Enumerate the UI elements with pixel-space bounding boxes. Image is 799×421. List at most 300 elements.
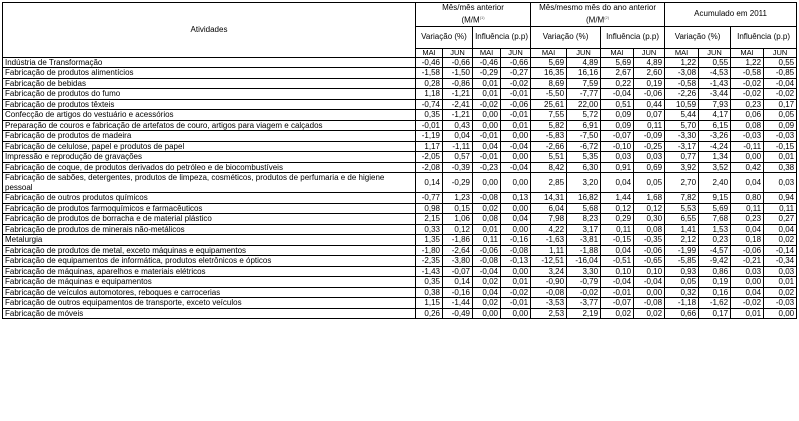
value-cell: 0,32 (665, 287, 699, 298)
value-cell: 6,15 (699, 120, 731, 131)
value-cell: -0,13 (501, 256, 531, 267)
value-cell: -0,10 (601, 141, 634, 152)
activity-label: Fabricação de produtos têxteis (3, 99, 416, 110)
table-row (3, 277, 797, 288)
value-cell: 8,23 (567, 214, 601, 225)
table-row (3, 224, 797, 235)
value-cell: -0,06 (634, 245, 665, 256)
value-cell: 0,00 (473, 120, 501, 131)
value-cell: -0,74 (416, 99, 443, 110)
value-cell: 1,41 (665, 224, 699, 235)
value-cell: 1,17 (416, 141, 443, 152)
variacao-header: Variação (%) (665, 26, 731, 48)
value-cell: -0,39 (443, 162, 473, 173)
value-cell: -1,80 (416, 245, 443, 256)
value-cell: 0,02 (473, 298, 501, 309)
value-cell: -2,26 (665, 89, 699, 100)
value-cell: -0,16 (501, 235, 531, 246)
value-cell: 0,00 (501, 173, 531, 193)
value-cell: -0,07 (601, 131, 634, 142)
activity-label: Impressão e reprodução de gravações (3, 152, 416, 163)
table-row (3, 266, 797, 277)
value-cell: 0,12 (601, 203, 634, 214)
month-jun: JUN (764, 48, 797, 57)
activity-label: Preparação de couros e fabricação de artefatos de couro, artigos para viagem e calçados (3, 120, 416, 131)
value-cell: 0,00 (501, 308, 531, 319)
influencia-header: Influência (p.p) (601, 26, 665, 48)
value-cell: -2,41 (443, 99, 473, 110)
value-cell: -0,27 (501, 68, 531, 79)
value-cell: 16,82 (567, 193, 601, 204)
value-cell: 0,86 (699, 266, 731, 277)
value-cell: 0,11 (601, 224, 634, 235)
value-cell: 0,23 (699, 235, 731, 246)
value-cell: -0,85 (764, 68, 797, 79)
value-cell: -5,83 (531, 131, 567, 142)
value-cell: 1,15 (416, 298, 443, 309)
month-mai: MAI (473, 48, 501, 57)
value-cell: 0,04 (601, 173, 634, 193)
value-cell: -1,19 (416, 131, 443, 142)
value-cell: 0,38 (416, 287, 443, 298)
value-cell: 4,22 (531, 224, 567, 235)
value-cell: -0,58 (665, 78, 699, 89)
value-cell: 3,92 (665, 162, 699, 173)
value-cell: -2,08 (416, 162, 443, 173)
value-cell: 0,04 (731, 224, 764, 235)
value-cell: 0,27 (764, 214, 797, 225)
activity-label: Fabricação de bebidas (3, 78, 416, 89)
table-row (3, 110, 797, 121)
value-cell: 0,00 (501, 266, 531, 277)
activity-label: Fabricação de máquinas, aparelhos e materiais elétricos (3, 266, 416, 277)
activity-label: Fabricação de coque, de produtos derivados do petróleo e de biocombustíveis (3, 162, 416, 173)
value-cell: 3,17 (567, 224, 601, 235)
value-cell: 5,72 (567, 110, 601, 121)
table-row (3, 78, 797, 89)
value-cell: 0,14 (443, 277, 473, 288)
value-cell: 3,24 (531, 266, 567, 277)
value-cell: 0,43 (443, 120, 473, 131)
value-cell: 2,60 (634, 68, 665, 79)
value-cell: -0,25 (634, 141, 665, 152)
value-cell: 0,08 (473, 214, 501, 225)
value-cell: 0,01 (764, 152, 797, 163)
value-cell: -0,46 (473, 57, 501, 68)
value-cell: 0,10 (601, 266, 634, 277)
value-cell: 1,23 (443, 193, 473, 204)
table-row (3, 287, 797, 298)
table-row (3, 120, 797, 131)
value-cell: 0,05 (665, 277, 699, 288)
month-mai: MAI (665, 48, 699, 57)
value-cell: 0,42 (731, 162, 764, 173)
value-cell: 0,35 (416, 110, 443, 121)
value-cell: 0,91 (601, 162, 634, 173)
value-cell: 0,29 (601, 214, 634, 225)
value-cell: 5,69 (601, 57, 634, 68)
table-row (3, 99, 797, 110)
value-cell: -0,01 (601, 287, 634, 298)
activity-label: Fabricação de sabões, detergentes, produtos de limpeza, cosméticos, produtos de perfumaria e de higiene pessoal (3, 173, 416, 193)
value-cell: 5,82 (531, 120, 567, 131)
value-cell: -0,03 (764, 298, 797, 309)
value-cell: 1,22 (731, 57, 764, 68)
value-cell: -0,01 (473, 131, 501, 142)
value-cell: 2,15 (416, 214, 443, 225)
value-cell: -0,11 (731, 141, 764, 152)
value-cell: 0,00 (731, 277, 764, 288)
value-cell: -0,23 (473, 162, 501, 173)
value-cell: -0,51 (601, 256, 634, 267)
value-cell: 0,03 (764, 173, 797, 193)
value-cell: -2,05 (416, 152, 443, 163)
value-cell: -1,88 (567, 245, 601, 256)
value-cell: -0,06 (501, 99, 531, 110)
value-cell: 0,19 (634, 78, 665, 89)
activity-label: Fabricação de celulose, papel e produtos de papel (3, 141, 416, 152)
table-row (3, 131, 797, 142)
value-cell: -3,08 (665, 68, 699, 79)
value-cell: 1,22 (665, 57, 699, 68)
activity-label: Fabricação de produtos alimentícios (3, 68, 416, 79)
value-cell: -2,64 (443, 245, 473, 256)
value-cell: 0,10 (634, 266, 665, 277)
value-cell: 2,19 (567, 308, 601, 319)
value-cell: 0,03 (731, 266, 764, 277)
value-cell: -0,01 (473, 152, 501, 163)
value-cell: -0,46 (416, 57, 443, 68)
value-cell: 0,44 (634, 99, 665, 110)
value-cell: -0,09 (634, 131, 665, 142)
value-cell: -1,58 (416, 68, 443, 79)
value-cell: -0,29 (443, 173, 473, 193)
value-cell: 5,51 (531, 152, 567, 163)
value-cell: 0,02 (473, 203, 501, 214)
activity-label: Fabricação de móveis (3, 308, 416, 319)
value-cell: 0,02 (601, 308, 634, 319)
value-cell: -2,66 (531, 141, 567, 152)
value-cell: -0,03 (731, 131, 764, 142)
activity-label: Fabricação de produtos farmoquímicos e farmacêuticos (3, 203, 416, 214)
value-cell: -0,08 (473, 256, 501, 267)
value-cell: -0,04 (764, 78, 797, 89)
value-cell: 0,28 (416, 78, 443, 89)
value-cell: 0,14 (416, 173, 443, 193)
month-mai: MAI (601, 48, 634, 57)
value-cell: -0,04 (601, 277, 634, 288)
value-cell: -0,02 (731, 78, 764, 89)
value-cell: -0,04 (601, 89, 634, 100)
value-cell: -0,86 (443, 78, 473, 89)
value-cell: 0,04 (601, 245, 634, 256)
value-cell: 0,03 (634, 152, 665, 163)
value-cell: 0,98 (416, 203, 443, 214)
value-cell: -5,85 (665, 256, 699, 267)
value-cell: -0,07 (601, 298, 634, 309)
table-body (3, 57, 797, 319)
value-cell: 5,53 (665, 203, 699, 214)
month-jun: JUN (634, 48, 665, 57)
value-cell: -7,50 (567, 131, 601, 142)
value-cell: 0,00 (501, 224, 531, 235)
value-cell: 5,68 (567, 203, 601, 214)
activity-label: Indústria de Transformação (3, 57, 416, 68)
value-cell: 5,69 (699, 203, 731, 214)
value-cell: -1,62 (699, 298, 731, 309)
activity-label: Fabricação de veículos automotores, reboques e carrocerias (3, 287, 416, 298)
value-cell: 22,00 (567, 99, 601, 110)
value-cell: 0,01 (764, 277, 797, 288)
value-cell: 2,67 (601, 68, 634, 79)
value-cell: 10,59 (665, 99, 699, 110)
value-cell: 0,00 (501, 203, 531, 214)
value-cell: -0,21 (731, 256, 764, 267)
value-cell: -4,24 (699, 141, 731, 152)
value-cell: -1,99 (665, 245, 699, 256)
value-cell: 0,01 (473, 78, 501, 89)
value-cell: 0,18 (731, 235, 764, 246)
value-cell: 5,70 (665, 120, 699, 131)
table-row (3, 203, 797, 214)
value-cell: -4,53 (699, 68, 731, 79)
value-cell: 2,85 (531, 173, 567, 193)
value-cell: -0,66 (501, 57, 531, 68)
value-cell: -0,07 (443, 266, 473, 277)
value-cell: 5,35 (567, 152, 601, 163)
value-cell: 0,16 (699, 287, 731, 298)
value-cell: 5,69 (531, 57, 567, 68)
value-cell: -0,04 (501, 141, 531, 152)
value-cell: 0,23 (731, 214, 764, 225)
value-cell: 7,82 (665, 193, 699, 204)
value-cell: 6,04 (531, 203, 567, 214)
month-jun: JUN (567, 48, 601, 57)
value-cell: -0,06 (634, 89, 665, 100)
value-cell: 2,53 (531, 308, 567, 319)
value-cell: -3,77 (567, 298, 601, 309)
value-cell: 7,68 (699, 214, 731, 225)
value-cell: -1,50 (443, 68, 473, 79)
value-cell: 0,33 (416, 224, 443, 235)
value-cell: 0,03 (601, 152, 634, 163)
value-cell: 0,12 (443, 224, 473, 235)
activity-label: Fabricação de produtos de metal, exceto máquinas e equipamentos (3, 245, 416, 256)
value-cell: 0,02 (634, 308, 665, 319)
value-cell: -0,35 (634, 235, 665, 246)
table-row (3, 235, 797, 246)
value-cell: -0,01 (416, 120, 443, 131)
activities-header: Atividades (3, 3, 416, 58)
value-cell: 0,35 (416, 277, 443, 288)
influencia-header: Influência (p.p) (473, 26, 531, 48)
value-cell: 1,35 (416, 235, 443, 246)
table-row (3, 152, 797, 163)
month-jun: JUN (699, 48, 731, 57)
value-cell: -0,08 (473, 193, 501, 204)
value-cell: -0,02 (501, 78, 531, 89)
value-cell: 1,18 (416, 89, 443, 100)
value-cell: -7,77 (567, 89, 601, 100)
value-cell: 7,93 (699, 99, 731, 110)
value-cell: 0,04 (473, 287, 501, 298)
value-cell: 0,13 (501, 193, 531, 204)
value-cell: 0,02 (473, 277, 501, 288)
table-row (3, 308, 797, 319)
value-cell: 0,05 (634, 173, 665, 193)
value-cell: -0,02 (473, 99, 501, 110)
value-cell: -0,08 (634, 298, 665, 309)
influencia-header: Influência (p.p) (731, 26, 797, 48)
value-cell: -1,43 (699, 78, 731, 89)
value-cell: -0,01 (501, 89, 531, 100)
value-cell: 1,53 (699, 224, 731, 235)
value-cell: -0,06 (473, 245, 501, 256)
value-cell: 0,04 (473, 141, 501, 152)
value-cell: 0,26 (416, 308, 443, 319)
value-cell: 0,05 (764, 110, 797, 121)
value-cell: -3,17 (665, 141, 699, 152)
value-cell: 0,19 (699, 277, 731, 288)
value-cell: 0,80 (731, 193, 764, 204)
value-cell: 0,01 (473, 89, 501, 100)
value-cell: -0,01 (501, 110, 531, 121)
table-row (3, 193, 797, 204)
value-cell: 0,11 (764, 203, 797, 214)
value-cell: 0,09 (764, 120, 797, 131)
variacao-header: Variação (%) (416, 26, 473, 48)
value-cell: -0,34 (764, 256, 797, 267)
value-cell: 0,38 (764, 162, 797, 173)
value-cell: -5,50 (531, 89, 567, 100)
value-cell: -0,79 (567, 277, 601, 288)
value-cell: 0,02 (764, 287, 797, 298)
table-row (3, 245, 797, 256)
value-cell: -0,04 (501, 162, 531, 173)
value-cell: 4,89 (634, 57, 665, 68)
table-header (3, 3, 797, 58)
table-row (3, 57, 797, 68)
value-cell: -0,15 (764, 141, 797, 152)
value-cell: 0,23 (731, 99, 764, 110)
value-cell: 4,17 (699, 110, 731, 121)
value-cell: -1,18 (665, 298, 699, 309)
value-cell: -1,86 (443, 235, 473, 246)
table-row (3, 256, 797, 267)
month-mai: MAI (416, 48, 443, 57)
value-cell: 0,15 (443, 203, 473, 214)
variacao-header: Variação (%) (531, 26, 601, 48)
activity-label: Fabricação de produtos de minerais não-metálicos (3, 224, 416, 235)
value-cell: 2,12 (665, 235, 699, 246)
month-jun: JUN (501, 48, 531, 57)
value-cell: 0,09 (601, 120, 634, 131)
value-cell: 0,01 (501, 277, 531, 288)
value-cell: 6,30 (567, 162, 601, 173)
table-row (3, 89, 797, 100)
value-cell: 6,55 (665, 214, 699, 225)
value-cell: 0,17 (699, 308, 731, 319)
value-cell: -0,02 (731, 298, 764, 309)
value-cell: -0,16 (443, 287, 473, 298)
value-cell: 3,52 (699, 162, 731, 173)
value-cell: -0,65 (634, 256, 665, 267)
value-cell: 16,35 (531, 68, 567, 79)
value-cell: 1,11 (531, 245, 567, 256)
value-cell: -12,51 (531, 256, 567, 267)
group-header-mm-prev: Mês/mês anterior ($M/M^{(1)}$ (416, 3, 531, 27)
value-cell: -1,63 (531, 235, 567, 246)
value-cell: -1,11 (443, 141, 473, 152)
value-cell: 0,00 (634, 287, 665, 298)
table-row (3, 68, 797, 79)
table-row (3, 173, 797, 193)
activity-label: Fabricação de máquinas e equipamentos (3, 277, 416, 288)
value-cell: -0,14 (764, 245, 797, 256)
activity-label: Fabricação de outros equipamentos de transporte, exceto veículos (3, 298, 416, 309)
value-cell: 2,70 (665, 173, 699, 193)
value-cell: -0,15 (601, 235, 634, 246)
value-cell: 0,00 (764, 308, 797, 319)
table-wrapper (2, 2, 797, 319)
value-cell: 1,68 (634, 193, 665, 204)
value-cell: 8,42 (531, 162, 567, 173)
value-cell: -0,58 (731, 68, 764, 79)
value-cell: 0,04 (764, 224, 797, 235)
value-cell: 16,16 (567, 68, 601, 79)
value-cell: 0,01 (473, 224, 501, 235)
value-cell: -0,49 (443, 308, 473, 319)
activity-label: Fabricação de produtos de borracha e de material plástico (3, 214, 416, 225)
value-cell: -6,72 (567, 141, 601, 152)
value-cell: -0,03 (764, 131, 797, 142)
value-cell: -0,08 (531, 287, 567, 298)
value-cell: 0,01 (501, 120, 531, 131)
month-mai: MAI (731, 48, 764, 57)
value-cell: -4,57 (699, 245, 731, 256)
value-cell: 0,04 (731, 173, 764, 193)
value-cell: -0,02 (764, 89, 797, 100)
value-cell: 1,44 (601, 193, 634, 204)
value-cell: 2,40 (699, 173, 731, 193)
industry-table (2, 2, 797, 319)
value-cell: 0,00 (501, 131, 531, 142)
value-cell: 0,00 (501, 152, 531, 163)
activity-label: Fabricação de produtos de madeira (3, 131, 416, 142)
activity-label: Fabricação de produtos do fumo (3, 89, 416, 100)
value-cell: 0,51 (601, 99, 634, 110)
value-cell: 0,66 (665, 308, 699, 319)
value-cell: 0,12 (634, 203, 665, 214)
value-cell: 0,93 (665, 266, 699, 277)
activity-label: Fabricação de outros produtos químicos (3, 193, 416, 204)
value-cell: 0,11 (634, 120, 665, 131)
value-cell: 0,55 (764, 57, 797, 68)
value-cell: 3,20 (567, 173, 601, 193)
value-cell: -3,30 (665, 131, 699, 142)
value-cell: -1,43 (416, 266, 443, 277)
value-cell: -0,02 (501, 287, 531, 298)
value-cell: 4,89 (567, 57, 601, 68)
value-cell: -0,66 (443, 57, 473, 68)
month-mai: MAI (531, 48, 567, 57)
value-cell: 0,57 (443, 152, 473, 163)
value-cell: -3,26 (699, 131, 731, 142)
value-cell: -0,04 (634, 277, 665, 288)
value-cell: 0,17 (764, 99, 797, 110)
value-cell: -0,08 (501, 245, 531, 256)
table-row (3, 298, 797, 309)
